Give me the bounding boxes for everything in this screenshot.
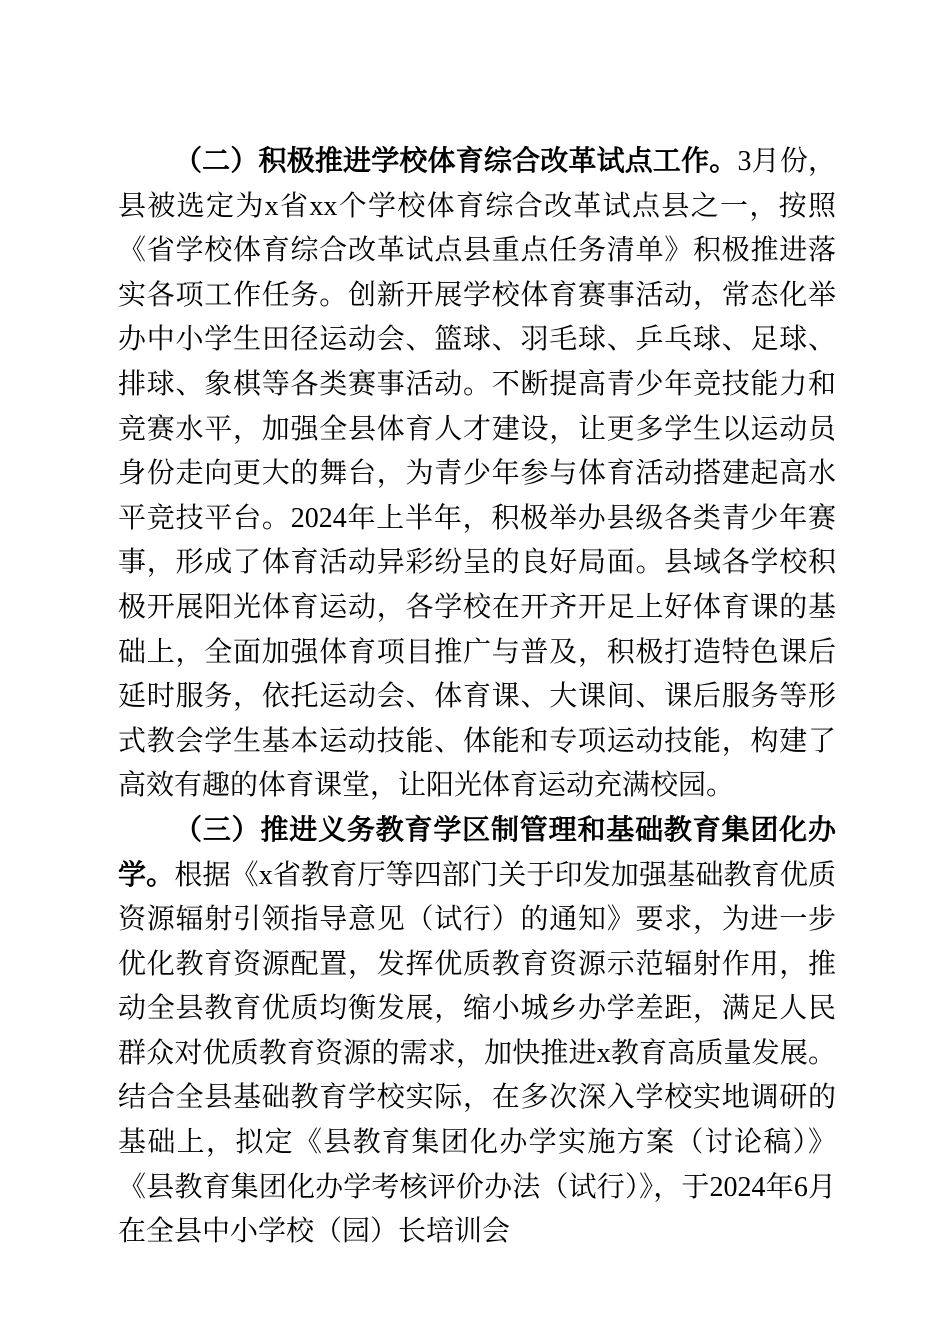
paragraph-section-2 — [118, 140, 836, 809]
paragraph-2-body: 3月份，县被选定为x省xx个学校体育综合改革试点县之一，按照《省学校体育综合改革试点县重点任务清单》积极推进落实各项工作任务。创新开展学校体育赛事活动，常态化举办中小学生田径运动会、篮球、羽毛球、乒乓球、足球、排球、象棋等各类赛事活动。不断提高青少年竞技能力和竞赛水平，加强全县体育人才建设，让更多学生以运动员身份走向更大的舞台，为青少年参与体育活动搭建起高水平竞技平台。2024年上半年，积极举办县级各类青少年赛事，形成了体育活动异彩纷呈的良好局面。县域各学校积极开展阳光体育运动，各学校在开齐开足上好体育课的基础上，全面加强体育项目推广与普及，积极打造特色课后延时服务，依托运动会、体育课、大课间、课后服务等形式教会学生基本运动技能、体能和专项运动技能，构建了高效有趣的体育课堂，让阳光体育运动充满校园。 — [118, 146, 836, 802]
paragraph-3-body: 根据《x省教育厅等四部门关于印发加强基础教育优质资源辐射引领指导意见（试行）的通知》要求，为进一步优化教育资源配置，发挥优质教育资源示范辐射作用，推动全县教育优质均衡发展，缩小城乡办学差距，满足人民群众对优质教育资源的需求，加快推进x教育高质量发展。结合全县基础教育学校实际，在多次深入学校实地调研的基础上，拟定《县教育集团化办学实施方案（讨论稿）》《县教育集团化办学考核评价办法（试行）》，于2024年6月在全县中小学校（园）长培训会 — [118, 859, 836, 1248]
paragraph-3-heading: （三）推进义务教育学区制管理和基础教育集团化办学。 — [118, 814, 836, 891]
paragraph-section-3 — [118, 809, 836, 1255]
document-text-block — [118, 140, 836, 1255]
paragraph-2-heading: （二）积极推进学校体育综合改革试点工作。 — [174, 146, 738, 177]
